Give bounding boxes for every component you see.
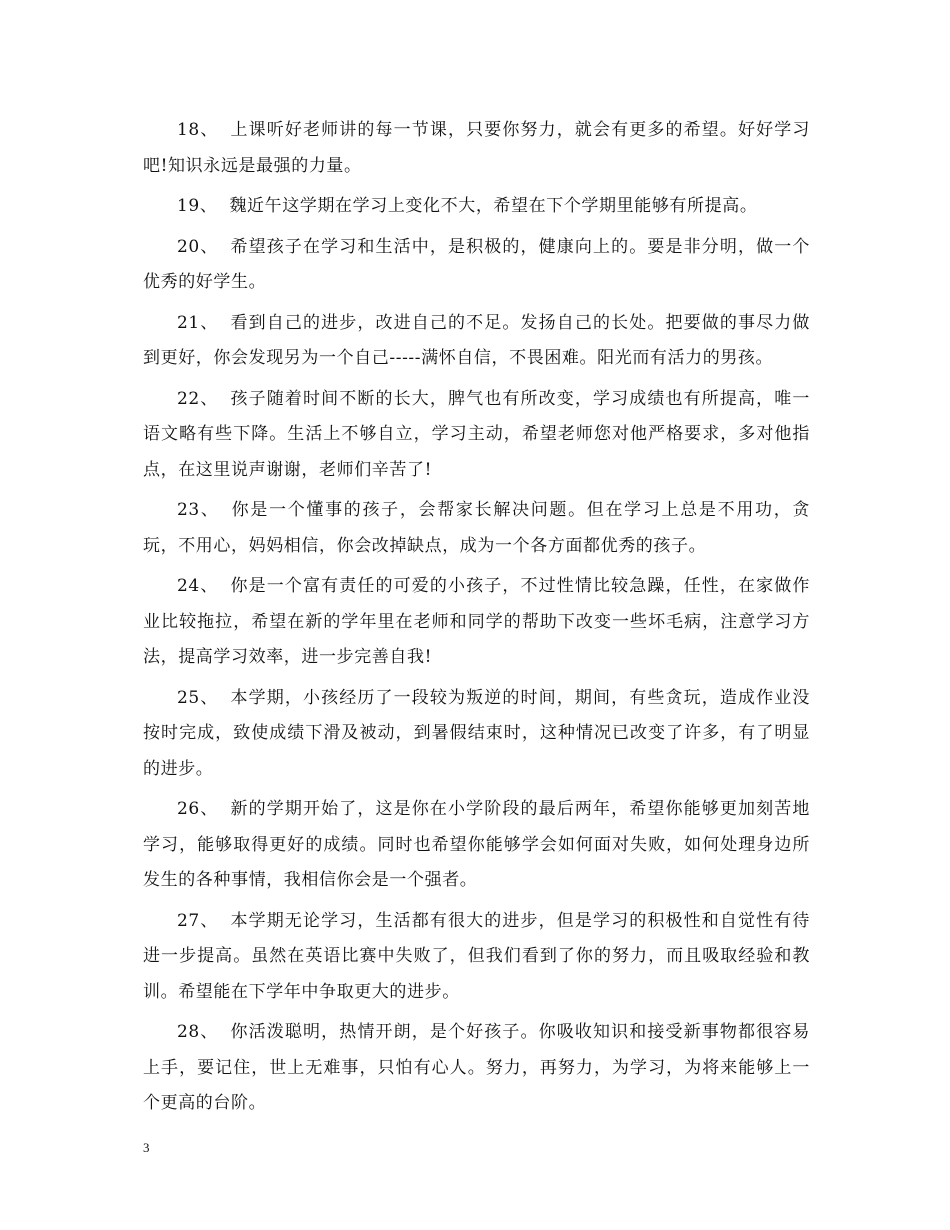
item-number: 23、	[177, 500, 220, 520]
item-text: 新的学期开始了，这是你在小学阶段的最后两年，希望你能够更加刻苦地学习，能够取得更好的成绩。同时也希望你能够学会如何面对失败，如何处理身边所发生的各种事情，我相信你会是一个强者。	[143, 799, 810, 890]
comment-item-22	[143, 382, 810, 489]
comment-item-27	[143, 904, 810, 1011]
comment-item-25	[143, 681, 810, 788]
item-text: 孩子随着时间不断的长大，脾气也有所改变，学习成绩也有所提高，唯一语文略有些下降。生活上不够自立，学习主动，希望老师您对他严格要求，多对他指点，在这里说声谢谢，老师们辛苦了!	[143, 388, 810, 480]
comment-item-18	[143, 113, 810, 184]
item-text: 魏近午这学期在学习上变化不大，希望在下个学期里能够有所提高。	[229, 196, 758, 216]
item-text: 你是一个富有责任的可爱的小孩子，不过性情比较急躁，任性，在家做作业比较拖拉，希望在新的学年里在老师和同学的帮助下改变一些坏毛病，注意学习方法，提高学习效率，进一步完善自我!	[143, 576, 810, 667]
comment-item-28	[143, 1015, 810, 1122]
item-number: 18、	[177, 120, 219, 140]
comment-item-26	[143, 792, 810, 899]
item-number: 19、	[177, 196, 218, 216]
item-number: 24、	[177, 576, 219, 596]
document-body	[143, 113, 810, 1127]
item-number: 27、	[177, 910, 219, 931]
item-text: 你是一个懂事的孩子，会帮家长解决问题。但在学习上总是不用功，贪玩，不用心，妈妈相信，你会改掉缺点，成为一个各方面都优秀的孩子。	[143, 500, 810, 556]
comment-item-19	[143, 189, 810, 225]
item-number: 20、	[177, 236, 219, 257]
item-text: 看到自己的进步，改进自己的不足。发扬自己的长处。把要做的事尽力做到更好，你会发现另为一个自己-----满怀自信，不畏困难。阳光而有活力的男孩。	[143, 312, 810, 368]
comment-item-23	[143, 493, 810, 564]
item-number: 28、	[177, 1022, 219, 1042]
item-number: 21、	[177, 312, 219, 333]
item-number: 25、	[177, 687, 219, 708]
item-text: 上课听好老师讲的每一节课，只要你努力，就会有更多的希望。好好学习吧!知识永远是最强的力量。	[143, 120, 810, 176]
item-text: 你活泼聪明，热情开朗，是个好孩子。你吸收知识和接受新事物都很容易上手，要记住，世上无难事，只怕有心人。努力，再努力，为学习，为将来能够上一个更高的台阶。	[143, 1022, 810, 1113]
item-text: 希望孩子在学习和生活中，是积极的，健康向上的。要是非分明，做一个优秀的好学生。	[143, 236, 810, 292]
item-number: 22、	[177, 388, 219, 409]
page-number: 3	[143, 1140, 150, 1155]
comment-item-24	[143, 569, 810, 676]
item-text: 本学期无论学习，生活都有很大的进步，但是学习的积极性和自觉性有待进一步提高。虽然在英语比赛中失败了，但我们看到了你的努力，而且吸取经验和教训。希望能在下学年中争取更大的进步。	[143, 910, 810, 1002]
item-text: 本学期，小孩经历了一段较为叛逆的时间，期间，有些贪玩，造成作业没按时完成，致使成绩下滑及被动，到暑假结束时，这种情况已改变了许多，有了明显的进步。	[143, 687, 810, 779]
comment-item-20	[143, 230, 810, 301]
item-number: 26、	[177, 799, 219, 819]
comment-item-21	[143, 306, 810, 377]
